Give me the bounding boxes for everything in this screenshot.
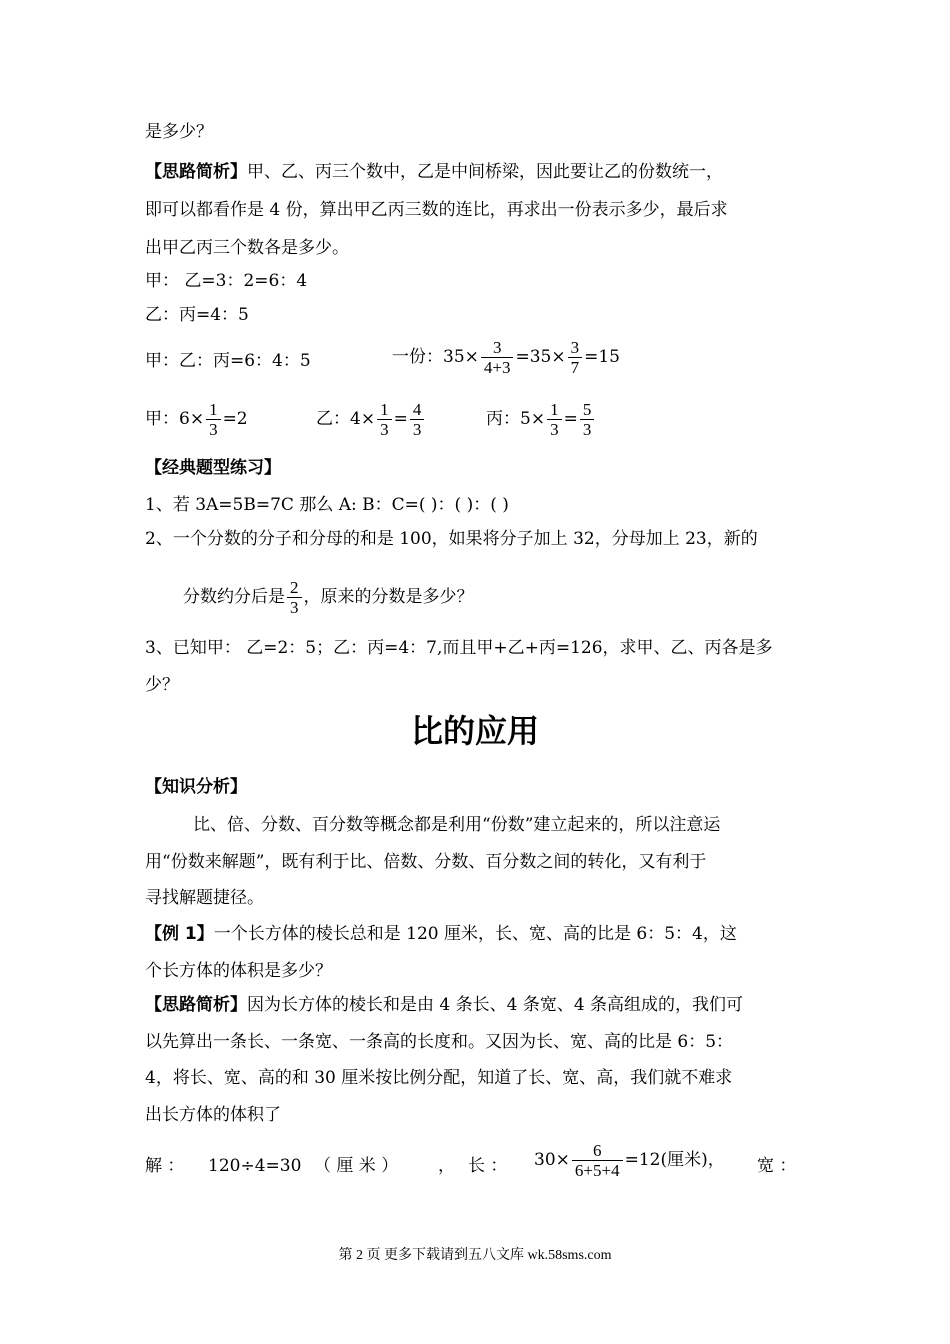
question-3: 3、已知甲： 乙=2：5；乙：丙=4：7,而且甲+乙+丙=126，求甲、乙、丙各是多: [145, 638, 773, 658]
equation: [145, 400, 248, 439]
math: 甲：6×: [145, 409, 205, 429]
page-footer: 第 2 页 更多下载请到五八文库 wk.58sms.com: [338, 1248, 612, 1263]
example-tag: 【例 1】: [145, 924, 214, 944]
fraction: [568, 338, 583, 377]
text-line: 个长方体的体积是多少？: [145, 961, 332, 981]
fraction: [547, 400, 562, 439]
numerator: 1: [547, 400, 562, 420]
math: =12(厘米)，: [624, 1150, 725, 1170]
text-line: 以先算出一条长、一条宽、一条高的长度和。又因为长、宽、高的比是 6：5：: [145, 1032, 734, 1052]
fraction: [580, 400, 595, 439]
math: =: [393, 409, 408, 429]
math: =15: [584, 347, 620, 367]
numerator: 4: [410, 400, 425, 420]
section-heading: 【经典题型练习】: [145, 458, 281, 478]
math: =2: [222, 409, 248, 429]
math: =35×: [515, 347, 566, 367]
text: 分数约分后是: [183, 587, 285, 607]
example-1: [145, 923, 737, 945]
denominator: 3: [380, 420, 389, 439]
text-line: 是多少？: [145, 122, 213, 142]
text-line: 甲：乙：丙=6：4：5: [145, 351, 311, 371]
math: 30×: [534, 1150, 570, 1170]
equation: [316, 400, 426, 439]
denominator: 6+5+4: [574, 1161, 620, 1180]
denominator: 4+3: [483, 358, 511, 377]
numerator: 6: [572, 1141, 623, 1161]
text-line: 4，将长、宽、高的和 30 厘米按比例分配，知道了长、宽、高，我们就不难求: [145, 1068, 733, 1088]
text: 因为长方体的棱长和是由 4 条长、4 条宽、4 条高组成的，我们可: [247, 995, 744, 1015]
solution-math: 120÷4=30: [208, 1156, 302, 1176]
solution-label-length: 长 ：: [468, 1156, 508, 1176]
text-line: 即可以都看作是 4 份，算出甲乙丙三数的连比，再求出一份表示多少，最后求: [145, 200, 728, 220]
math: =: [563, 409, 578, 429]
numerator: 5: [580, 400, 595, 420]
solution-label: 解 ：: [145, 1156, 185, 1176]
fraction: [481, 338, 514, 377]
text-line: 出长方体的体积了: [145, 1105, 281, 1125]
page-title: 比的应用: [410, 712, 539, 750]
text-line: 乙：丙=4：5: [145, 305, 249, 325]
fraction: [377, 400, 392, 439]
numerator: 3: [481, 338, 514, 358]
fraction: [287, 578, 302, 617]
analysis-paragraph: [145, 161, 723, 183]
text-line: 比、倍、分数、百分数等概念都是利用“份数”建立起来的，所以注意运: [193, 815, 721, 835]
equation: [392, 338, 620, 377]
numerator: 1: [377, 400, 392, 420]
text: 甲、乙、丙三个数中，乙是中间桥梁，因此要让乙的份数统一，: [247, 162, 723, 182]
denominator: 3: [412, 420, 422, 439]
numerator: 2: [287, 578, 302, 598]
denominator: 3: [582, 420, 592, 439]
numerator: 1: [206, 400, 221, 420]
math: 丙：5×: [486, 409, 546, 429]
fraction: [206, 400, 221, 439]
section-tag: 【思路简析】: [145, 162, 247, 182]
text-line: 用“份数来解题”，既有利于比、倍数、分数、百分数之间的转化，又有利于: [145, 852, 707, 872]
solution-comma: ，: [438, 1156, 455, 1176]
fraction: [410, 400, 425, 439]
numerator: 3: [568, 338, 583, 358]
math: 乙：4×: [316, 409, 376, 429]
denominator: 3: [290, 598, 299, 617]
analysis-paragraph: [145, 994, 743, 1016]
solution-label-width: 宽 ：: [757, 1156, 797, 1176]
section-heading: 【知识分析】: [145, 777, 247, 797]
equation: [486, 400, 596, 439]
label: 一份：: [392, 347, 443, 367]
denominator: 3: [209, 420, 218, 439]
text: ，原来的分数是多少？: [303, 587, 474, 607]
solution-equation: [534, 1141, 725, 1180]
denominator: 3: [550, 420, 559, 439]
denominator: 7: [570, 358, 580, 377]
question-1: 1、若 3A=5B=7C 那么 A: B：C=( )：( )：( ): [145, 495, 509, 515]
fraction: [572, 1141, 623, 1180]
question-2-continued: [183, 578, 474, 617]
text: 一个长方体的棱长总和是 120 厘米，长、宽、高的比是 6：5：4，这: [213, 924, 737, 944]
text-line: 寻找解题捷径。: [145, 888, 264, 908]
question-2: 2、一个分数的分子和分母的和是 100，如果将分子加上 32，分母加上 23，新的: [145, 529, 758, 549]
question-3-continued: 少？: [145, 675, 179, 695]
math: 35×: [443, 347, 479, 367]
text-line: 甲： 乙=3：2=6：4: [145, 271, 308, 291]
text-line: 出甲乙丙三个数各是多少。: [145, 238, 349, 258]
solution-unit: （ 厘 米 ）: [314, 1156, 399, 1176]
section-tag: 【思路简析】: [145, 995, 247, 1015]
